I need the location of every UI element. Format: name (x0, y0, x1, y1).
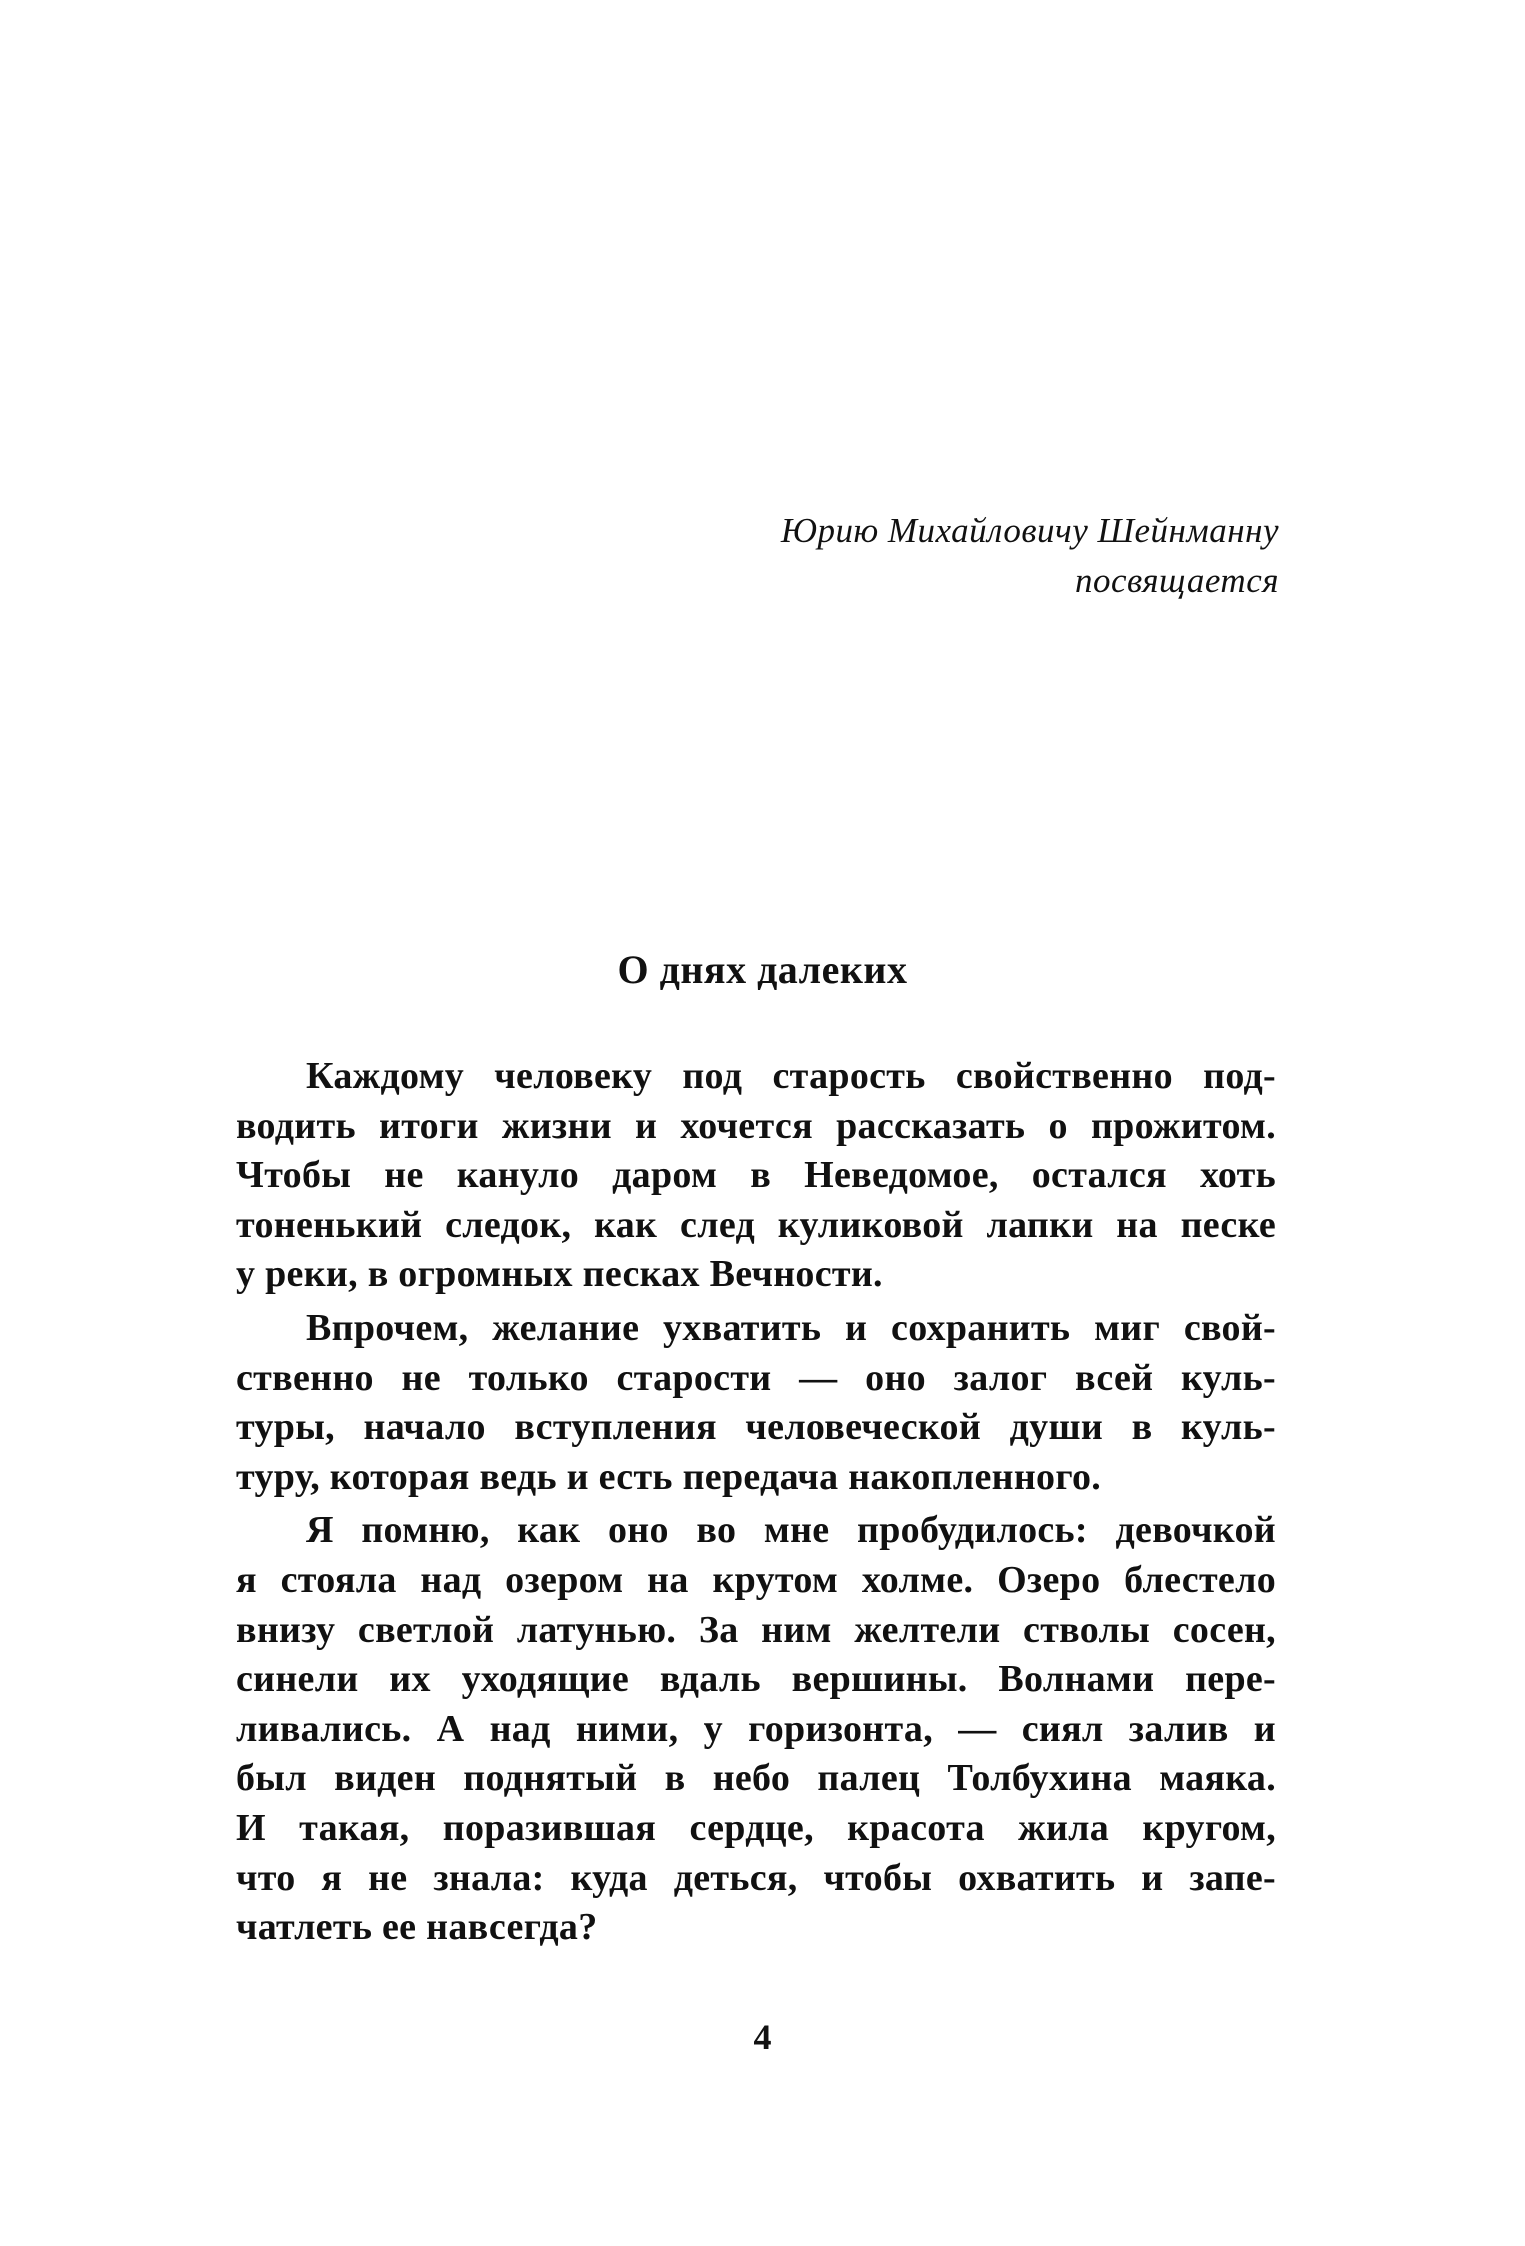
paragraph-2 (236, 1304, 1276, 1502)
text-line: чатлеть ее навсегда? (236, 1906, 598, 1949)
dedication-word: посвящается (1075, 561, 1279, 600)
text-line: что я не знала: куда деться, чтобы охватить и запе- (236, 1856, 1276, 1899)
text-line: Чтобы не кануло даром в Неведомое, остался хоть (236, 1154, 1276, 1197)
text-line: был виден поднятый в небо палец Толбухина маяка. (236, 1757, 1276, 1800)
text-line: Я помню, как оно во мне пробудилось: девочкой (306, 1509, 1276, 1552)
paragraph-3 (236, 1506, 1276, 1952)
text-line: Впрочем, желание ухватить и сохранить миг свой- (306, 1306, 1276, 1349)
text-line: Каждому человеку под старость свойственно под- (306, 1055, 1276, 1097)
text-line: ливались. А над ними, у горизонта, — сиял залив и (236, 1707, 1276, 1750)
text-line: туры, начало вступления человеческой души в куль- (236, 1406, 1276, 1449)
paragraph-1 (236, 1052, 1276, 1300)
body-text (236, 1052, 1276, 1957)
text-line: водить итоги жизни и хочется рассказать о прожитом. (236, 1104, 1276, 1147)
text-line: тоненький следок, как след куликовой лапки на песке (236, 1203, 1276, 1246)
text-line: внизу светлой латунью. За ним желтели стволы сосен, (236, 1608, 1276, 1651)
text-line: у реки, в огромных песках Вечности. (236, 1253, 883, 1296)
page-number: 4 (753, 2017, 772, 2057)
text-line: И такая, поразившая сердце, красота жила кругом, (236, 1806, 1276, 1849)
text-line: синели их уходящие вдаль вершины. Волнами пере- (236, 1658, 1276, 1701)
text-line: я стояла над озером на крутом холме. Озеро блестело (236, 1558, 1276, 1601)
text-line: ственно не только старости — оно залог всей куль- (236, 1356, 1276, 1399)
text-line: туру, которая ведь и есть передача накопленного. (236, 1455, 1102, 1498)
dedication-name: Юрию Михайловичу Шейнманну (780, 511, 1279, 550)
chapter-title: О днях далеких (617, 947, 908, 992)
dedication (579, 506, 1279, 606)
